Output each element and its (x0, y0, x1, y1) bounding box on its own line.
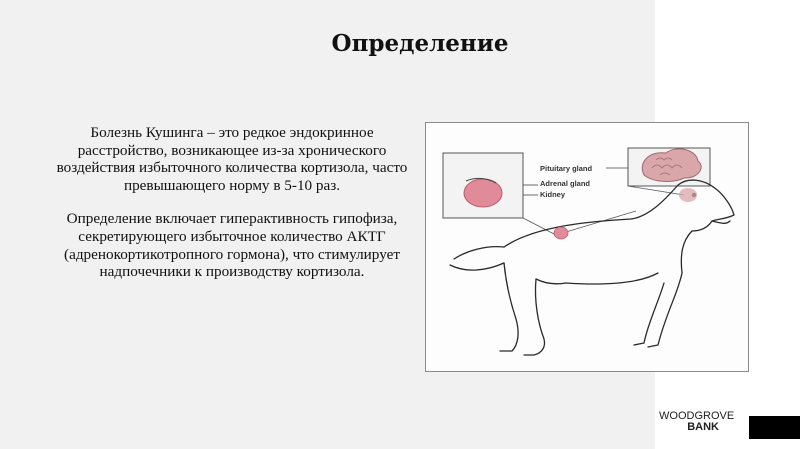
dog-tail-top (454, 247, 504, 259)
label-kidney: Kidney (540, 190, 566, 199)
dog-mouth (712, 221, 730, 223)
slide-body (56, 124, 408, 297)
dog-kidney-mark (554, 227, 568, 239)
dog-anatomy-illustration (425, 122, 749, 372)
kidney-inset-organ (464, 179, 502, 207)
label-pituitary-gland: Pituitary gland (540, 164, 593, 173)
logo-line-2: BANK (687, 421, 719, 433)
woodgrove-bank-logo (659, 410, 735, 433)
dog-flank (536, 279, 566, 284)
dog-brain-mark (679, 188, 697, 202)
dog-hind-leg-left (500, 263, 518, 351)
paragraph-mechanism: Определение включает гиперактивность гипофиза, секретирующего избыточное количество АКТГ (адренокортикотропного гормона), что стимулирует надпочечники к производству кортизола. (64, 210, 400, 281)
dog-back-head (504, 180, 734, 273)
logo-line-1: WOODGROVE (659, 410, 735, 422)
dog-front-leg-right (648, 273, 682, 347)
dog-front-leg-left (634, 283, 664, 345)
dog-tail-bottom (450, 263, 504, 270)
label-adrenal-gland: Adrenal gland (540, 179, 591, 188)
corner-block (749, 416, 800, 439)
dog-hind-leg-right (524, 279, 545, 355)
dog-belly (566, 273, 658, 284)
paragraph-definition: Болезнь Кушинга – это редкое эндокринное расстройство, возникающее из-за хронического воздействия избыточного количества кортизола, часто превышающего норму в 5-10 раз. (56, 124, 408, 194)
dog-anatomy-svg (426, 123, 748, 371)
leader-kidney-to-body (523, 218, 556, 235)
slide-title: Определение (331, 30, 509, 57)
